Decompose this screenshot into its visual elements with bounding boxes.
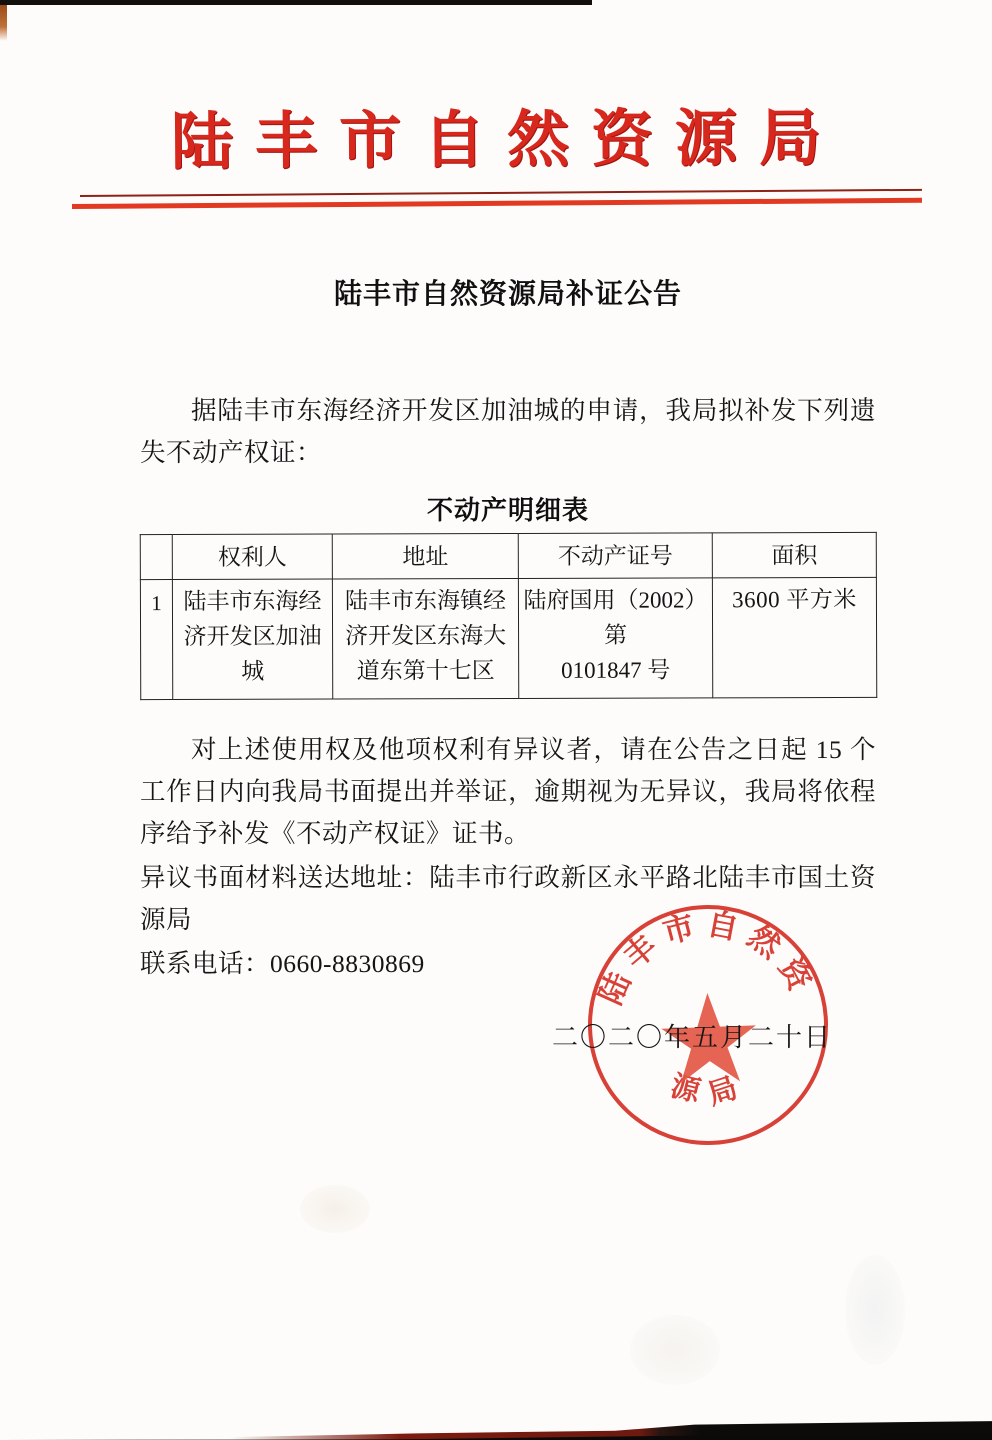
table-header-owner: 权利人 <box>172 534 332 580</box>
table-header-row <box>140 532 876 579</box>
paragraph-delivery-address: 异议书面材料送达地址：陆丰市行政新区永平路北陆丰市国土资源局 <box>140 863 876 934</box>
document-title: 陆丰市自然资源局补证公告 <box>333 279 682 310</box>
cell-cert-no <box>518 578 712 699</box>
table-header-address: 地址 <box>332 533 518 579</box>
cert-no-line-1: 陆府国用（2002）第 <box>523 587 708 648</box>
table-header-index <box>140 535 172 580</box>
paragraph-phone: 联系电话：0660-8830869 <box>140 949 425 978</box>
paper-smudge <box>300 1185 370 1233</box>
table-row <box>140 577 876 699</box>
paragraph-objection: 对上述使用权及他项权利有异议者，请在公告之日起 15 个工作日内向我局书面提出并举证，逾期视为无异议，我局将依程序给予补发《不动产权证》证书。 <box>140 735 876 848</box>
property-detail-table <box>140 532 878 700</box>
letterhead-title: 陆丰市自然资源局 <box>170 104 844 177</box>
cert-no-line-2: 0101847 号 <box>561 657 671 683</box>
letterhead-rule-thin <box>80 189 922 197</box>
area-value: 3600 平方米 <box>732 586 857 613</box>
cell-address: 陆丰市东海镇经济开发区东海大道东第十七区 <box>332 578 518 699</box>
paper-smudge <box>845 1255 905 1365</box>
scan-edge-top <box>0 0 592 5</box>
signature-zone <box>0 895 992 1165</box>
issue-date: 二〇二〇年五月二十日 <box>552 1023 833 1052</box>
svg-text:陆丰市自然资: 陆丰市自然资 <box>592 905 822 1010</box>
paragraph-request: 据陆丰市东海经济开发区加油城的申请，我局拟补发下列遗失不动产权证： <box>140 396 876 467</box>
letterhead <box>0 104 992 177</box>
table-header-area: 面积 <box>712 532 876 578</box>
paper-smudge <box>630 1315 720 1385</box>
letterhead-rules <box>72 192 922 214</box>
svg-text:源局: 源局 <box>666 1067 755 1112</box>
cell-owner: 陆丰市东海经济开发区加油城 <box>172 579 332 700</box>
scan-edge-left <box>0 5 7 41</box>
cell-index: 1 <box>140 580 172 700</box>
letterhead-rule-thick <box>72 198 922 209</box>
cell-area <box>712 577 876 698</box>
document-body <box>140 272 876 985</box>
table-title: 不动产明细表 <box>426 496 589 525</box>
table-header-cert-no: 不动产证号 <box>518 533 712 579</box>
